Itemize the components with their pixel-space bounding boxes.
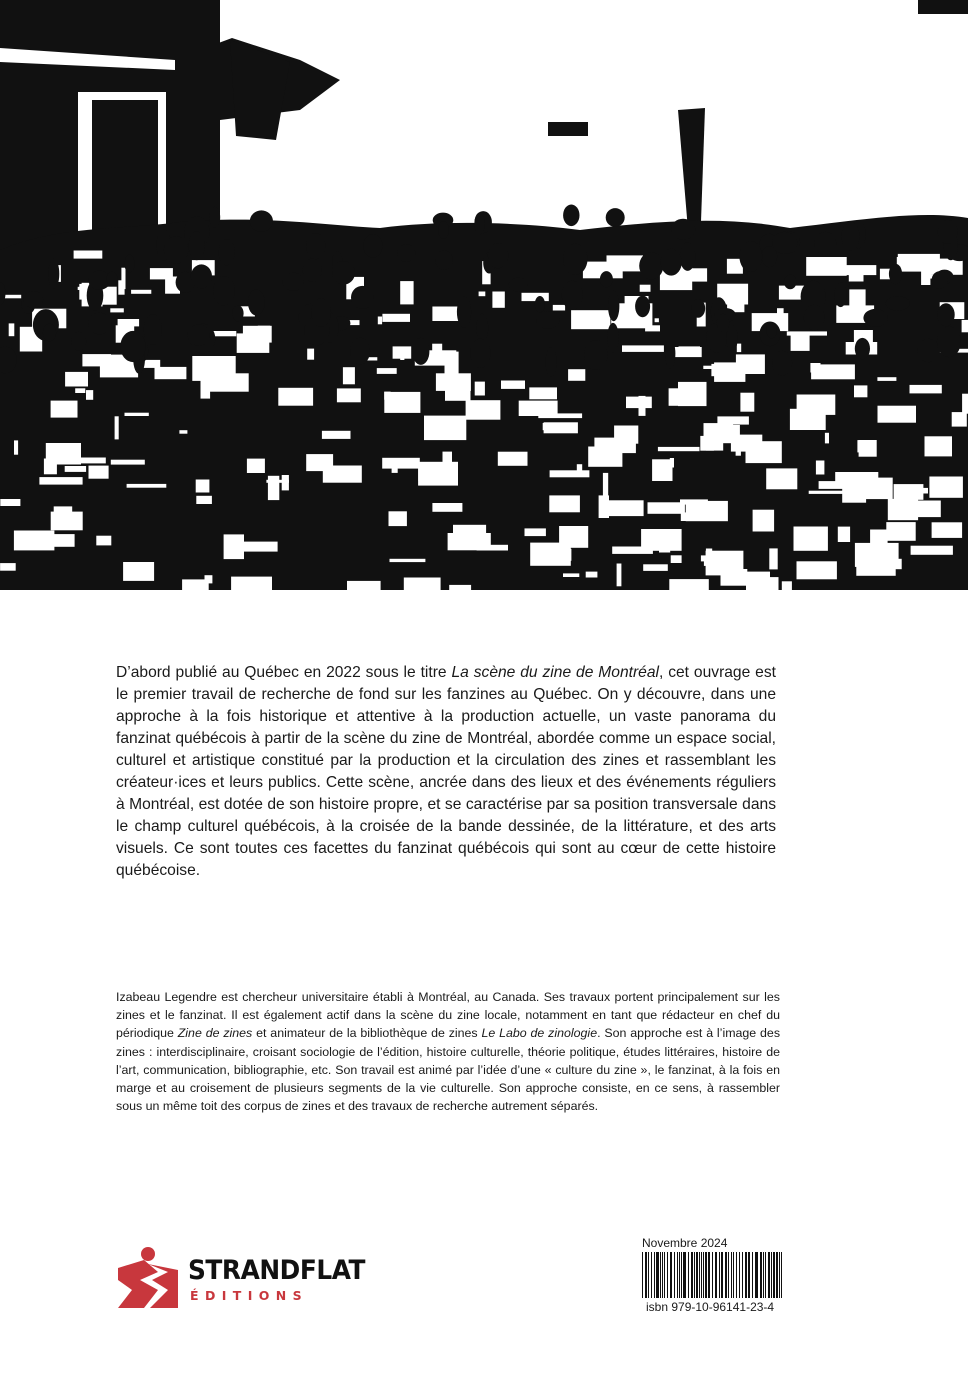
- publication-date: Novembre 2024: [642, 1236, 728, 1250]
- publisher-logo: [118, 1246, 366, 1312]
- cover-photo: [0, 0, 968, 590]
- author-bio: [116, 988, 780, 1115]
- bio-segment: et animateur de la bibliothèque de zines: [252, 1026, 482, 1041]
- publisher-name: STRANDFLAT: [188, 1255, 366, 1286]
- isbn-label: isbn 979-10-96141-23-4: [646, 1300, 775, 1314]
- zine-fair-crowd-photo: [0, 0, 968, 590]
- summary-segment: , cet ouvrage est le premier travail de recherche de fond sur les fanzines au Québec. On y découvre, dans une approche à la fois historique et attentive à la production actuelle, un vaste panorama du fanzinat québécois à partir de la scène du zine de Montréal, abordée comme un espace social, culturel et artistique constitué par la production et la circulation des zines et rassemblant les créateur·ices et leurs publics. Cette scène, ancrée dans des lieux et des événements réguliers à Montréal, est dotée de son histoire propre, et se caractérise par sa position transversale dans le champ culturel québécois, à la croisée de la bande dessinée, de la littérature, et des arts visuels. Ce sont toutes ces facettes du fanzinat québécois qui sont au cœur de cette histoire québécoise.: [116, 664, 776, 879]
- isbn-barcode-icon: [642, 1252, 784, 1298]
- summary-segment: La scène du zine de Montréal: [451, 664, 659, 681]
- bio-segment: . Son approche est à l’image des zines : interdisciplinaire, croisant sociologie de l’édition, histoire culturelle, théorie politique, études littéraires, histoire de l’art, communication, bibliographie, etc. Son travail est animé par l’idée d’une « culture du zine », le fanzinat, à la fois en marge et au croisement de plusieurs segments de la vie culturelle. Son approche consiste, en ce sens, à rassembler sous un même toit des corpus de zines et des travaux de recherche autrement séparés.: [116, 1026, 781, 1114]
- publisher-subtitle: ÉDITIONS: [190, 1288, 309, 1303]
- bio-segment: Le Labo de zinologie: [481, 1026, 598, 1041]
- book-summary: [116, 662, 776, 882]
- bio-segment: Zine de zines: [177, 1026, 253, 1041]
- strandflat-logo-icon: [118, 1246, 182, 1310]
- summary-segment: D’abord publié au Québec en 2022 sous le titre: [116, 664, 452, 681]
- bio-segment: Izabeau Legendre est chercheur universitaire établi à Montréal, au Canada. Ses travaux portent principalement sur les zines et le fanzinat. Il est également actif dans la scène du zine locale, notamment en tant que rédacteur en chef du périodique: [116, 990, 780, 1041]
